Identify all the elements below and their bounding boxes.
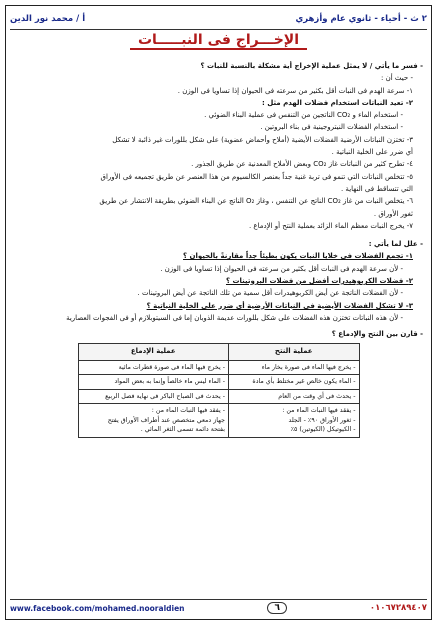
table-cell: - يحدث فى أي وقت من العام bbox=[228, 389, 359, 404]
question-2: - علل لما يأتي : bbox=[368, 240, 423, 249]
q2-item-question: ٢- فضلات الكربوهيدرات أفضل من فضلات البروتينات ؟ bbox=[225, 277, 413, 286]
page-footer bbox=[10, 599, 427, 616]
q1-line: - استخدام الفضلات النيتروجينية فى بناء البروتين . bbox=[260, 123, 403, 132]
q1-line: أي ضرر على الخلية النباتية . bbox=[331, 148, 413, 157]
q1-line: ٤- تطرح كثير من النباتات غاز CO₂ وبعض الأملاح المعدنية عن طريق الجذور . bbox=[191, 160, 413, 169]
table-cell: - يخرج فيها الماء فى صورة بخار ماء bbox=[228, 360, 359, 375]
q2-item-question: ٣- لا تشكل الفضلات الأيضية فى النباتات الأرضية أي ضرر على الخلية النباتية ؟ bbox=[146, 301, 413, 310]
header-course: ٢ ث - أحياء - ثانوي عام وأزهري bbox=[295, 14, 427, 24]
table-cell: - يفقد فيها النبات الماء من : جهاز دمعي متخصص عند أطراف الأوراق يفتح بفتحة دائمة تسمى الثغر المائي . bbox=[78, 404, 228, 438]
table-row bbox=[78, 389, 359, 404]
table-header-transpiration: عملية النتح bbox=[228, 343, 359, 360]
page-header bbox=[10, 9, 427, 30]
table-cell: - الماء يكون خالص غير مختلط بأي مادة bbox=[228, 375, 359, 390]
page-title: الإخـــراج فى النبـــــات bbox=[6, 32, 431, 48]
footer-website-link[interactable]: www.facebook.com/mohamed.nooraldien bbox=[10, 603, 185, 613]
q1-intro: - حيث أن : bbox=[381, 74, 413, 83]
header-author: أ / محمد نور الدين bbox=[10, 14, 86, 24]
table-cell: - الماء ليس ماء خالصاً وإنما به بعض المواد bbox=[78, 375, 228, 390]
footer-phone: ٠١٠٦٧٢٨٩٤٠٧ bbox=[369, 603, 427, 613]
q1-line: ثغور الأوراق . bbox=[373, 209, 413, 218]
table-header-row bbox=[78, 343, 359, 360]
q2-item-answer: - لأن هذه النباتات تختزن هذه الفضلات على شكل بللورات عديمة الذوبان إما فى السيتوبلازم أو فى الفجوات العصارية bbox=[66, 313, 403, 322]
page-number: ٦ bbox=[267, 602, 287, 614]
q1-line: ٦- يتخلص النبات من غاز CO₂ الناتج عن التنفس ، وغاز O₂ الناتج عن البناء الضوئي بطريقة الانتشار عن طريق bbox=[99, 197, 413, 206]
q2-item-answer: - لأن سرعة الهدم فى النبات أقل بكثير من سرعته فى الحيوان إذا تساويا فى الوزن . bbox=[160, 264, 403, 273]
q1-line: ٥- تتخلص النباتات التي تنمو فى تربة غنية جداً بعنصر الكالسيوم من هذا العنصر عن طريق تجميعه فى الأوراق bbox=[100, 172, 413, 181]
table-cell: - يفقد فيها النبات الماء من : - ثغور الأوراق ٩٠٪ - الجلد - الكيوتيكل (الكيوتين) ٥٪ bbox=[228, 404, 359, 438]
table-cell: - يخرج فيها الماء فى صورة قطرات مائية bbox=[78, 360, 228, 375]
q1-line: التي تتساقط فى النهاية . bbox=[340, 184, 413, 193]
question-3: - قارن بين النتح والإدماع ؟ bbox=[331, 330, 423, 339]
page-content bbox=[14, 60, 423, 438]
q2-item-question: ١- تجمع الفضلات فى خلايا النبات يكون بطيئاً جداً مقارنةً بالحيوان ؟ bbox=[183, 252, 413, 261]
comparison-table bbox=[78, 343, 360, 438]
q1-line: ٣- تختزن النباتات الأرضية الفضلات الأيضية (أملاح وأحماض عضوية) على شكل بللورات غير ذائبة لا تشكل bbox=[112, 135, 413, 144]
q1-line: - استخدام الماء و CO₂ الناتجين من التنفس فى عملية البناء الضوئي . bbox=[204, 111, 403, 120]
document-page bbox=[5, 5, 432, 620]
q2-item-answer: - لأن الفضلات الناتجة عن أيض الكربوهيدرات أقل سمية من تلك الناتجة عن أيض البروتينات . bbox=[137, 289, 403, 298]
q1-line: ١- سرعة الهدم فى النبات أقل بكثير من سرعته فى الحيوان إذا تساويا فى الوزن . bbox=[177, 86, 413, 95]
q1-line: ٧- يخرج النبات معظم الماء الزائد بعملية النتح أو الإدماع . bbox=[248, 221, 413, 230]
question-1: - فسر ما يأتي / لا يمثل عملية الإخراج أية مشكلة بالنسبة للنبات ؟ bbox=[200, 62, 423, 70]
table-row bbox=[78, 375, 359, 390]
table-row bbox=[78, 404, 359, 438]
table-row bbox=[78, 360, 359, 375]
q1-line: ٢- تعيد النباتات استخدام فضلات الهدم مثل : bbox=[261, 98, 413, 107]
table-cell: - يحدث فى الصباح الباكر فى نهاية فصل الربيع bbox=[78, 389, 228, 404]
table-header-guttation: عملية الإدماع bbox=[78, 343, 228, 360]
